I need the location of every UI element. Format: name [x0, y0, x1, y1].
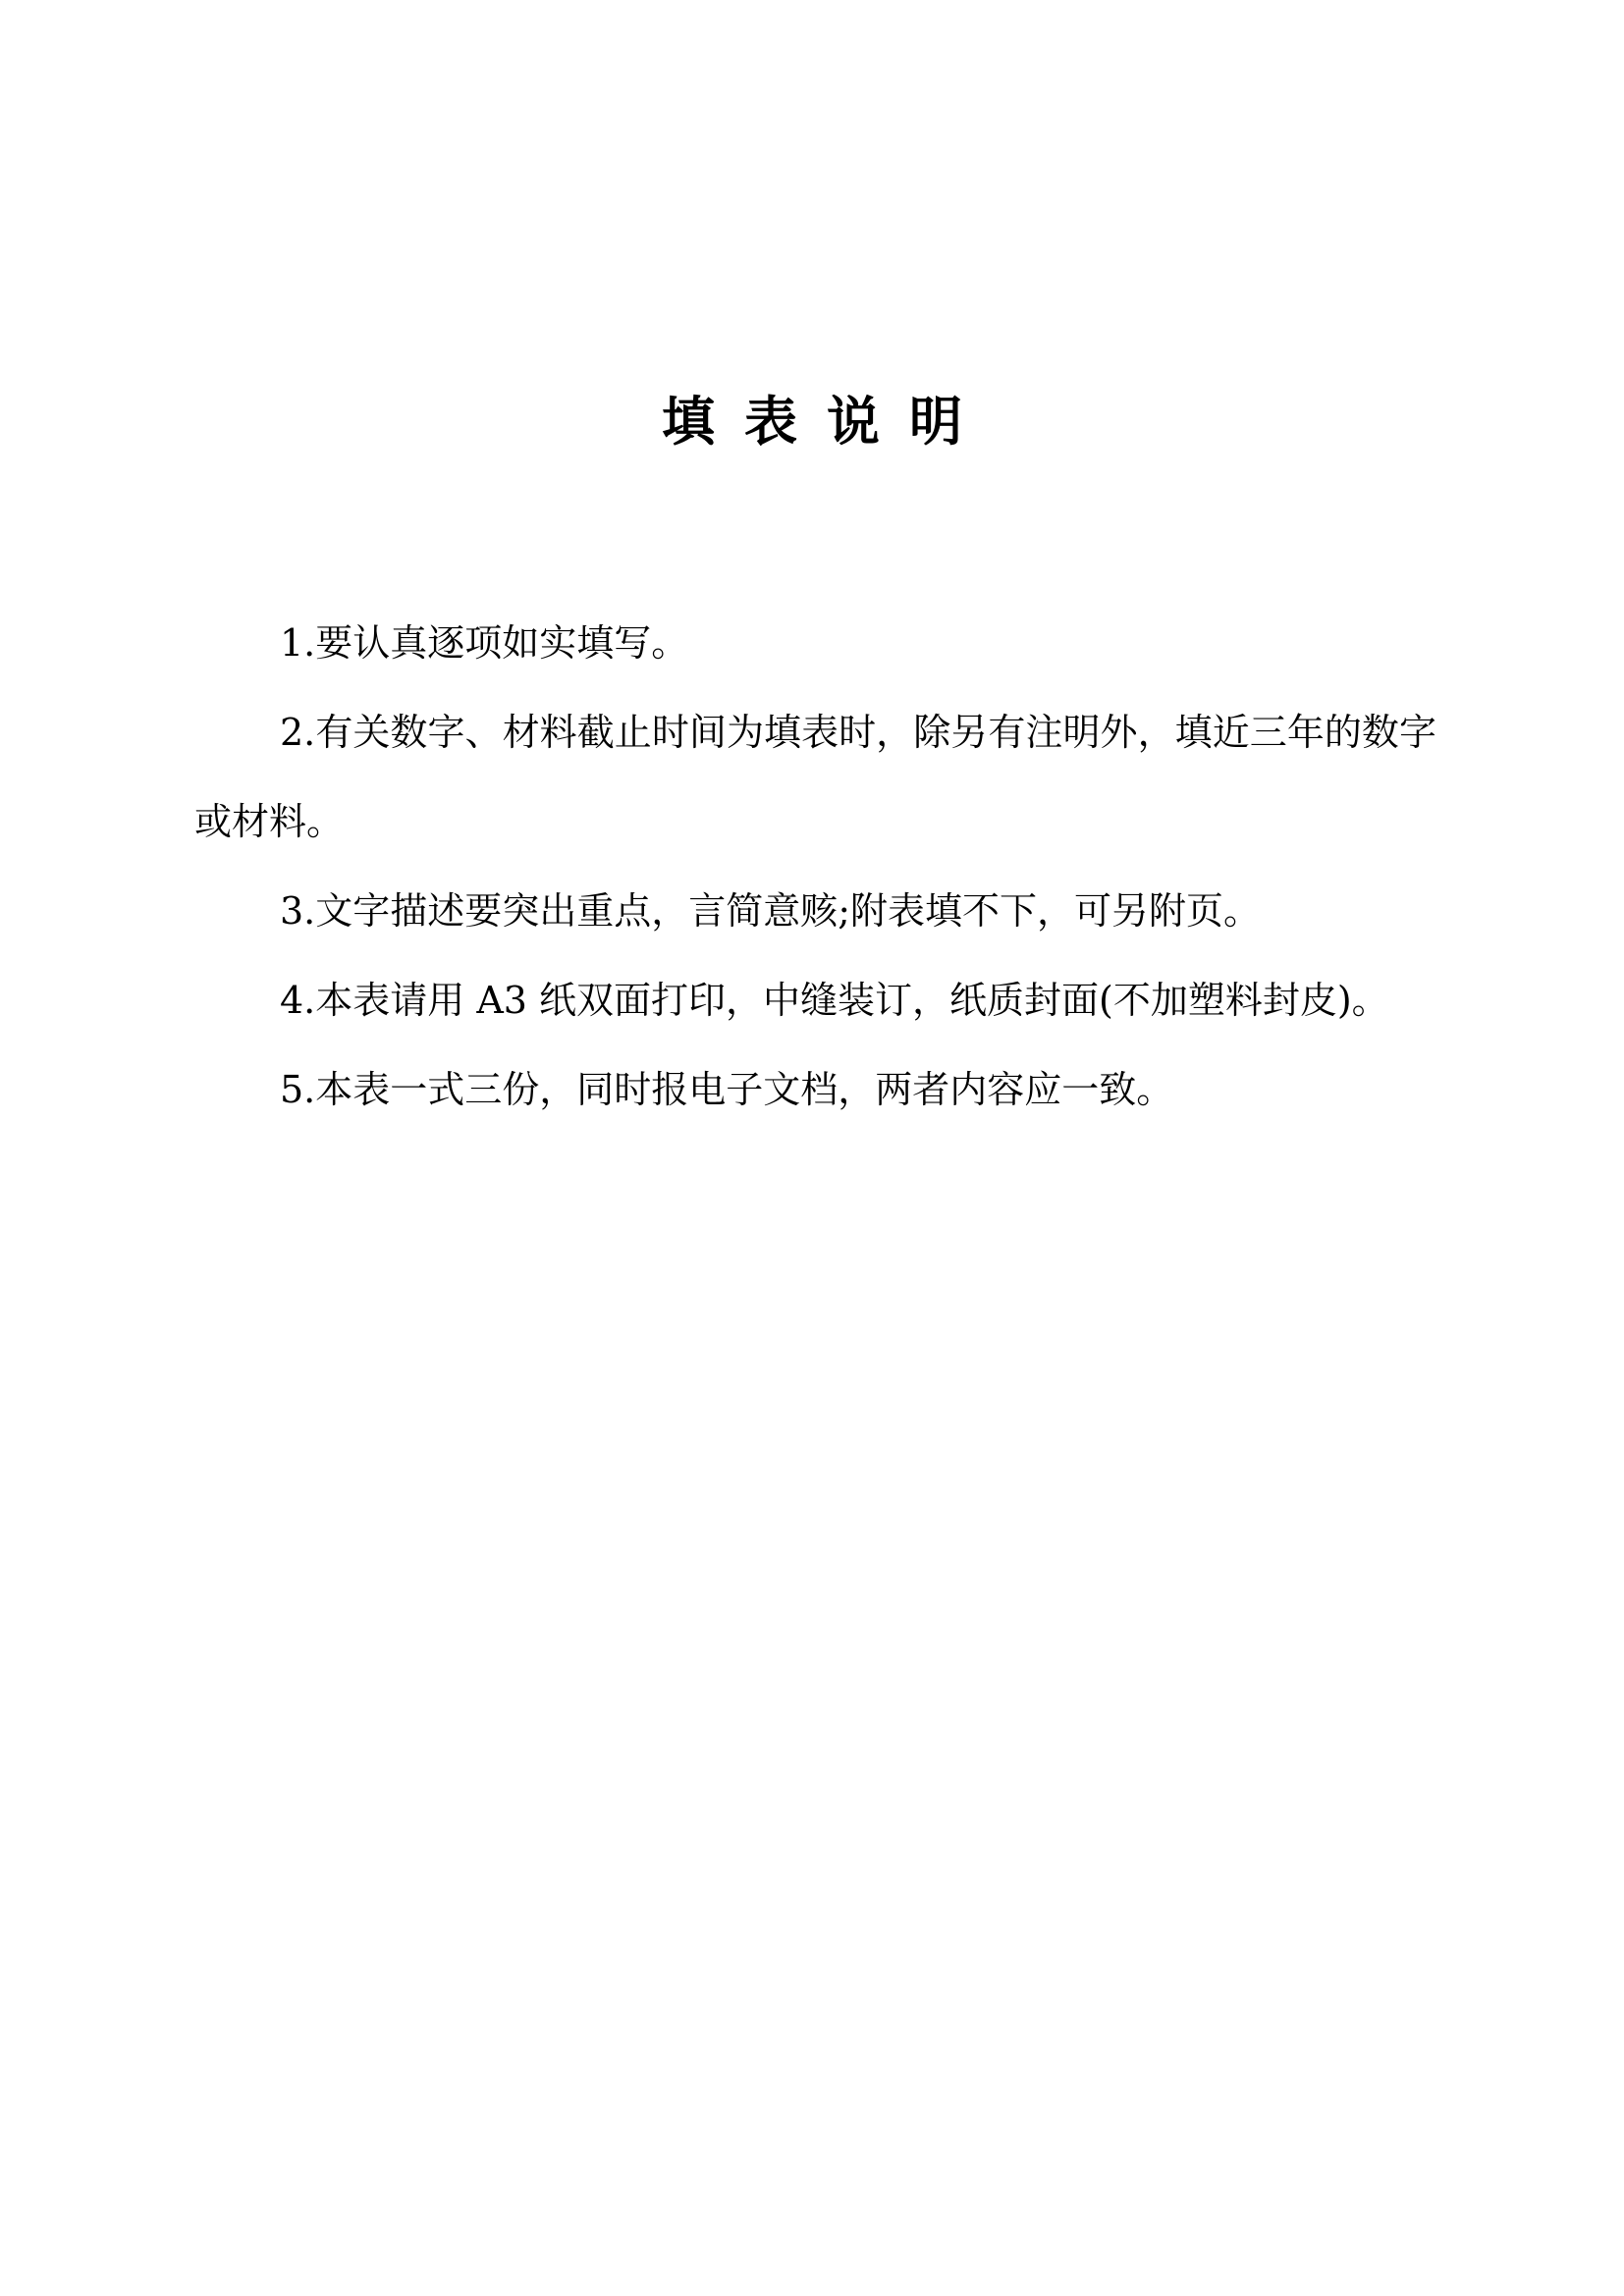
instruction-item-5: 5.本表一式三份，同时报电子文档，两者内容应一致。	[280, 1068, 1174, 1111]
instructions-list	[194, 599, 1436, 1135]
document-title: 填表说明	[662, 391, 992, 453]
instruction-item-4: 4.本表请用 A3 纸双面打印，中缝装订，纸质封面(不加塑料封皮)。	[280, 979, 1389, 1022]
instruction-item-1: 1.要认真逐项如实填写。	[280, 621, 689, 665]
instruction-item-2: 2.有关数字、材料截止时间为填表时，除另有注明外，填近三年的数字或材料。	[194, 711, 1436, 843]
instruction-item-3: 3.文字描述要突出重点，言简意赅;附表填不下，可另附页。	[280, 889, 1262, 933]
